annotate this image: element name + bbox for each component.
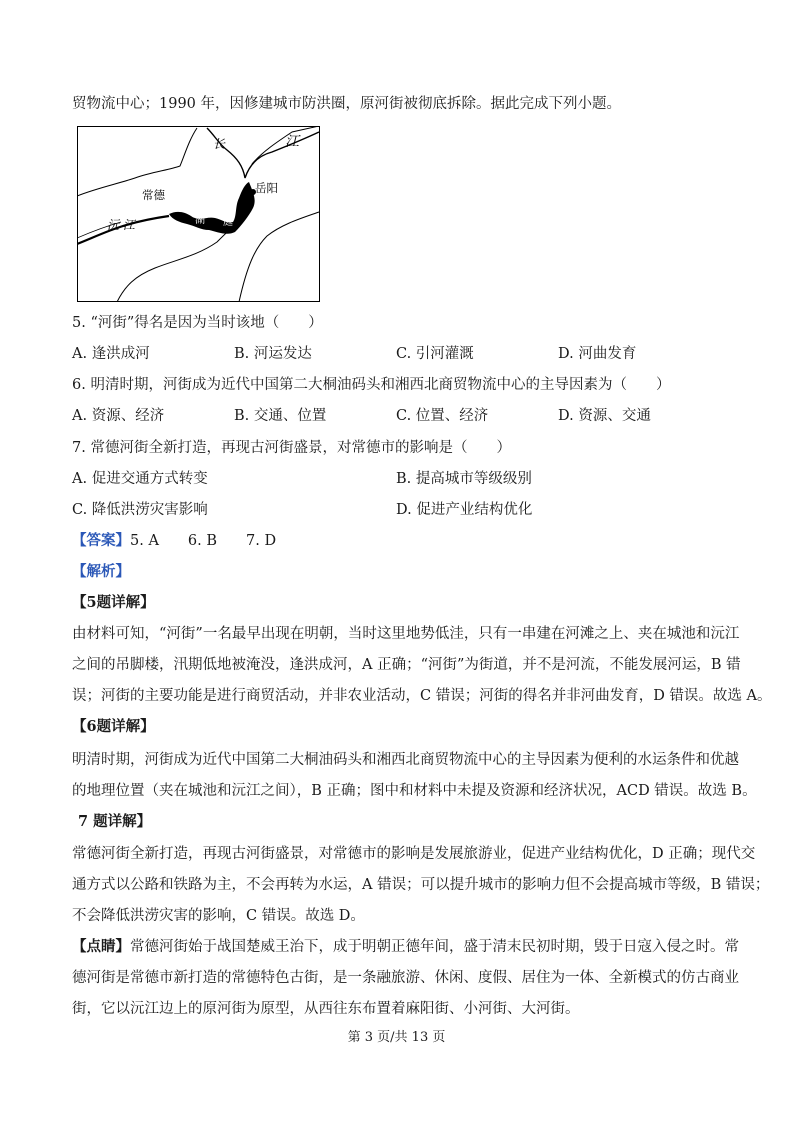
detail7-line: 常德河街全新打造，再现古河街盛景，对常德市的影响是发展旅游业，促进产业结构优化，D 正确；现代交 [72, 846, 756, 862]
q7-option-d: D. 促进产业结构优化 [396, 502, 533, 518]
detail5-line: 之间的吊脚楼，汛期低地被淹没，逢洪成河，A 正确；“河街”为街道，并不是河流，不能发展河运，B 错 [72, 657, 741, 673]
label-hu: 湖 [195, 215, 205, 226]
label-changde: 常德 [142, 188, 165, 202]
tip-first-line [72, 937, 739, 957]
label-ting: 庭 [223, 217, 233, 228]
label-yuanjiang: 沅 江 [107, 218, 135, 232]
question-6-stem: 6. 明清时期，河街成为近代中国第二大桐油码头和湘西北商贸物流中心的主导因素为（ ） [72, 377, 671, 393]
answer-line [72, 531, 276, 551]
answer-text: 5. A 6. B 7. D [130, 533, 277, 549]
question-5-stem: 5. “河街”得名是因为当时该地（ ） [72, 315, 323, 331]
q5-option-b: B. 河运发达 [234, 346, 312, 362]
map-figure [77, 126, 320, 302]
q6-option-b: B. 交通、位置 [234, 408, 327, 424]
detail6-title: 【6题详解】 [72, 718, 155, 735]
label-dong: 洞 [231, 184, 241, 195]
q5-option-d: D. 河曲发育 [558, 346, 637, 362]
detail7-line: 不会降低洪涝灾害的影响，C 错误。故选 D。 [72, 908, 365, 924]
map-frame [78, 127, 320, 302]
q7-option-b: B. 提高城市等级级别 [396, 471, 532, 487]
intro-text: 贸物流中心；1990 年，因修建城市防洪圈，原河街被彻底拆除。据此完成下列小题。 [72, 96, 622, 112]
question-7-stem: 7. 常德河街全新打造，再现古河街盛景，对常德市的影响是（ ） [72, 440, 511, 456]
detail6-line: 明清时期，河街成为近代中国第二大桐油码头和湘西北商贸物流中心的主导因素为便利的水运条件和优越 [72, 752, 739, 768]
tip-line: 街，它以沅江边上的原河街为原型，从西往东布置着麻阳街、小河街、大河街。 [72, 1001, 580, 1017]
q6-option-a: A. 资源、经济 [72, 408, 165, 424]
tip-label: 【点睛】 [72, 938, 130, 955]
q5-option-a: A. 逢洪成河 [72, 346, 150, 362]
q6-option-d: D. 资源、交通 [558, 408, 651, 424]
page-footer: 第 3 页/共 13 页 [347, 1030, 446, 1045]
q6-option-c: C. 位置、经济 [396, 408, 489, 424]
detail5-title: 【5题详解】 [72, 594, 155, 611]
label-yueyang: 岳阳 [255, 181, 278, 195]
q5-option-c: C. 引河灌溉 [396, 346, 474, 362]
label-jiang: 江 [285, 134, 299, 150]
detail5-line: 由材料可知，“河街”一名最早出现在明朝，当时这里地势低洼，只有一串建在河滩之上、夹在城池和沅江 [72, 626, 740, 642]
q7-option-a: A. 促进交通方式转变 [72, 471, 208, 487]
tip-first-text: 常德河街始于战国楚威王治下，成于明朝正德年间，盛于清末民初时期，毁于日寇入侵之时。常 [130, 939, 739, 955]
analysis-label: 【解析】 [72, 563, 130, 580]
tip-line: 德河街是常德市新打造的常德特色古街，是一条融旅游、休闲、度假、居住为一体、全新模式的仿古商业 [72, 970, 739, 986]
label-chang: 长 [213, 137, 226, 151]
detail7-line: 通方式以公路和铁路为主，不会再转为水运，A 错误；可以提升城市的影响力但不会提高城市等级，B 错误； [72, 877, 770, 893]
detail6-line: 的地理位置（夹在城池和沅江之间），B 正确；图中和材料中未提及资源和经济状况，ACD 错误。故选 B。 [72, 783, 757, 799]
detail7-title: 7 题详解】 [78, 813, 152, 830]
answer-label: 【答案】 [72, 532, 130, 549]
detail5-line: 误；河街的主要功能是进行商贸活动，并非农业活动，C 错误；河街的得名并非河曲发育，D 错误。故选 A。 [72, 688, 772, 704]
q7-option-c: C. 降低洪涝灾害影响 [72, 502, 208, 518]
